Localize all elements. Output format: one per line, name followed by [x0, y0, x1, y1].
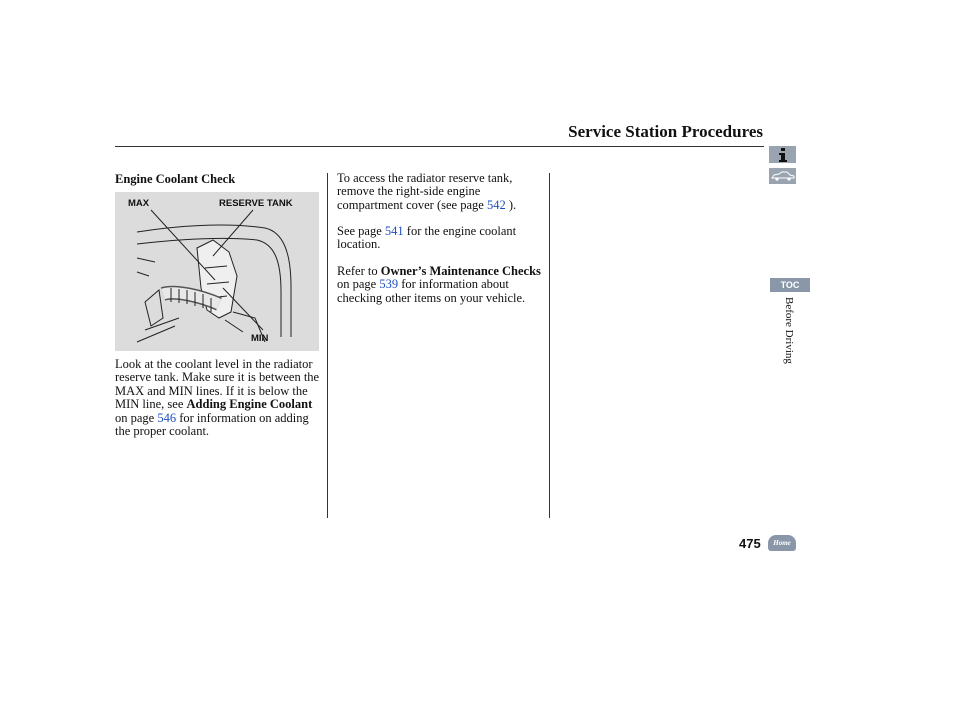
- figure-label-max: MAX: [128, 198, 150, 209]
- access-tank-paragraph: [337, 172, 542, 212]
- page-link-546[interactable]: 546: [157, 410, 177, 425]
- paragraph-text: for the engine coolant location.: [337, 224, 517, 252]
- paragraph-text: for information on adding the proper coolant.: [115, 410, 309, 439]
- page-title: Service Station Procedures: [568, 122, 763, 141]
- figure-label-reserve-tank: RESERVE TANK: [219, 198, 293, 209]
- coolant-check-paragraph: [115, 358, 320, 438]
- paragraph-text: on page: [115, 410, 158, 425]
- car-glyph-icon: [771, 171, 795, 181]
- engine-coolant-figure: [115, 192, 319, 351]
- owners-maintenance-checks-reference: Owner’s Maintenance Checks: [380, 264, 541, 278]
- section-heading: Engine Coolant Check: [115, 172, 236, 186]
- section-tab-label[interactable]: Before Driving: [783, 297, 795, 364]
- paragraph-text: To access the radiator reserve tank, remove the right-side engine compartment cover (see page: [337, 171, 513, 212]
- home-button[interactable]: Home: [768, 535, 796, 551]
- page-number: 475: [739, 536, 761, 551]
- coolant-location-paragraph: [337, 225, 542, 252]
- paragraph-text: on page: [337, 277, 380, 292]
- maintenance-checks-paragraph: [337, 265, 542, 305]
- engine-illustration: [115, 192, 319, 351]
- paragraph-text: for information about checking other items on your vehicle.: [337, 277, 526, 305]
- column-divider-right: [549, 173, 550, 518]
- info-icon[interactable]: [769, 146, 796, 163]
- adding-engine-coolant-reference: Adding Engine Coolant: [186, 397, 313, 412]
- page-link-539[interactable]: 539: [379, 277, 399, 292]
- page-link-542[interactable]: 542: [486, 197, 506, 212]
- paragraph-text: Refer to: [337, 264, 381, 278]
- car-icon[interactable]: [769, 168, 796, 184]
- paragraph-text: Look at the coolant level in the radiator reserve tank. Make sure it is between the MAX and MIN lines. If it is below the MIN line, see: [115, 357, 320, 412]
- paragraph-text: ).: [505, 197, 517, 212]
- title-rule: [115, 146, 764, 147]
- column-divider-left: [327, 173, 328, 518]
- toc-button[interactable]: TOC: [770, 278, 810, 292]
- page-link-541[interactable]: 541: [384, 224, 404, 238]
- figure-label-min: MIN: [251, 333, 269, 344]
- info-glyph-icon: [778, 148, 788, 162]
- paragraph-text: See page: [337, 224, 385, 238]
